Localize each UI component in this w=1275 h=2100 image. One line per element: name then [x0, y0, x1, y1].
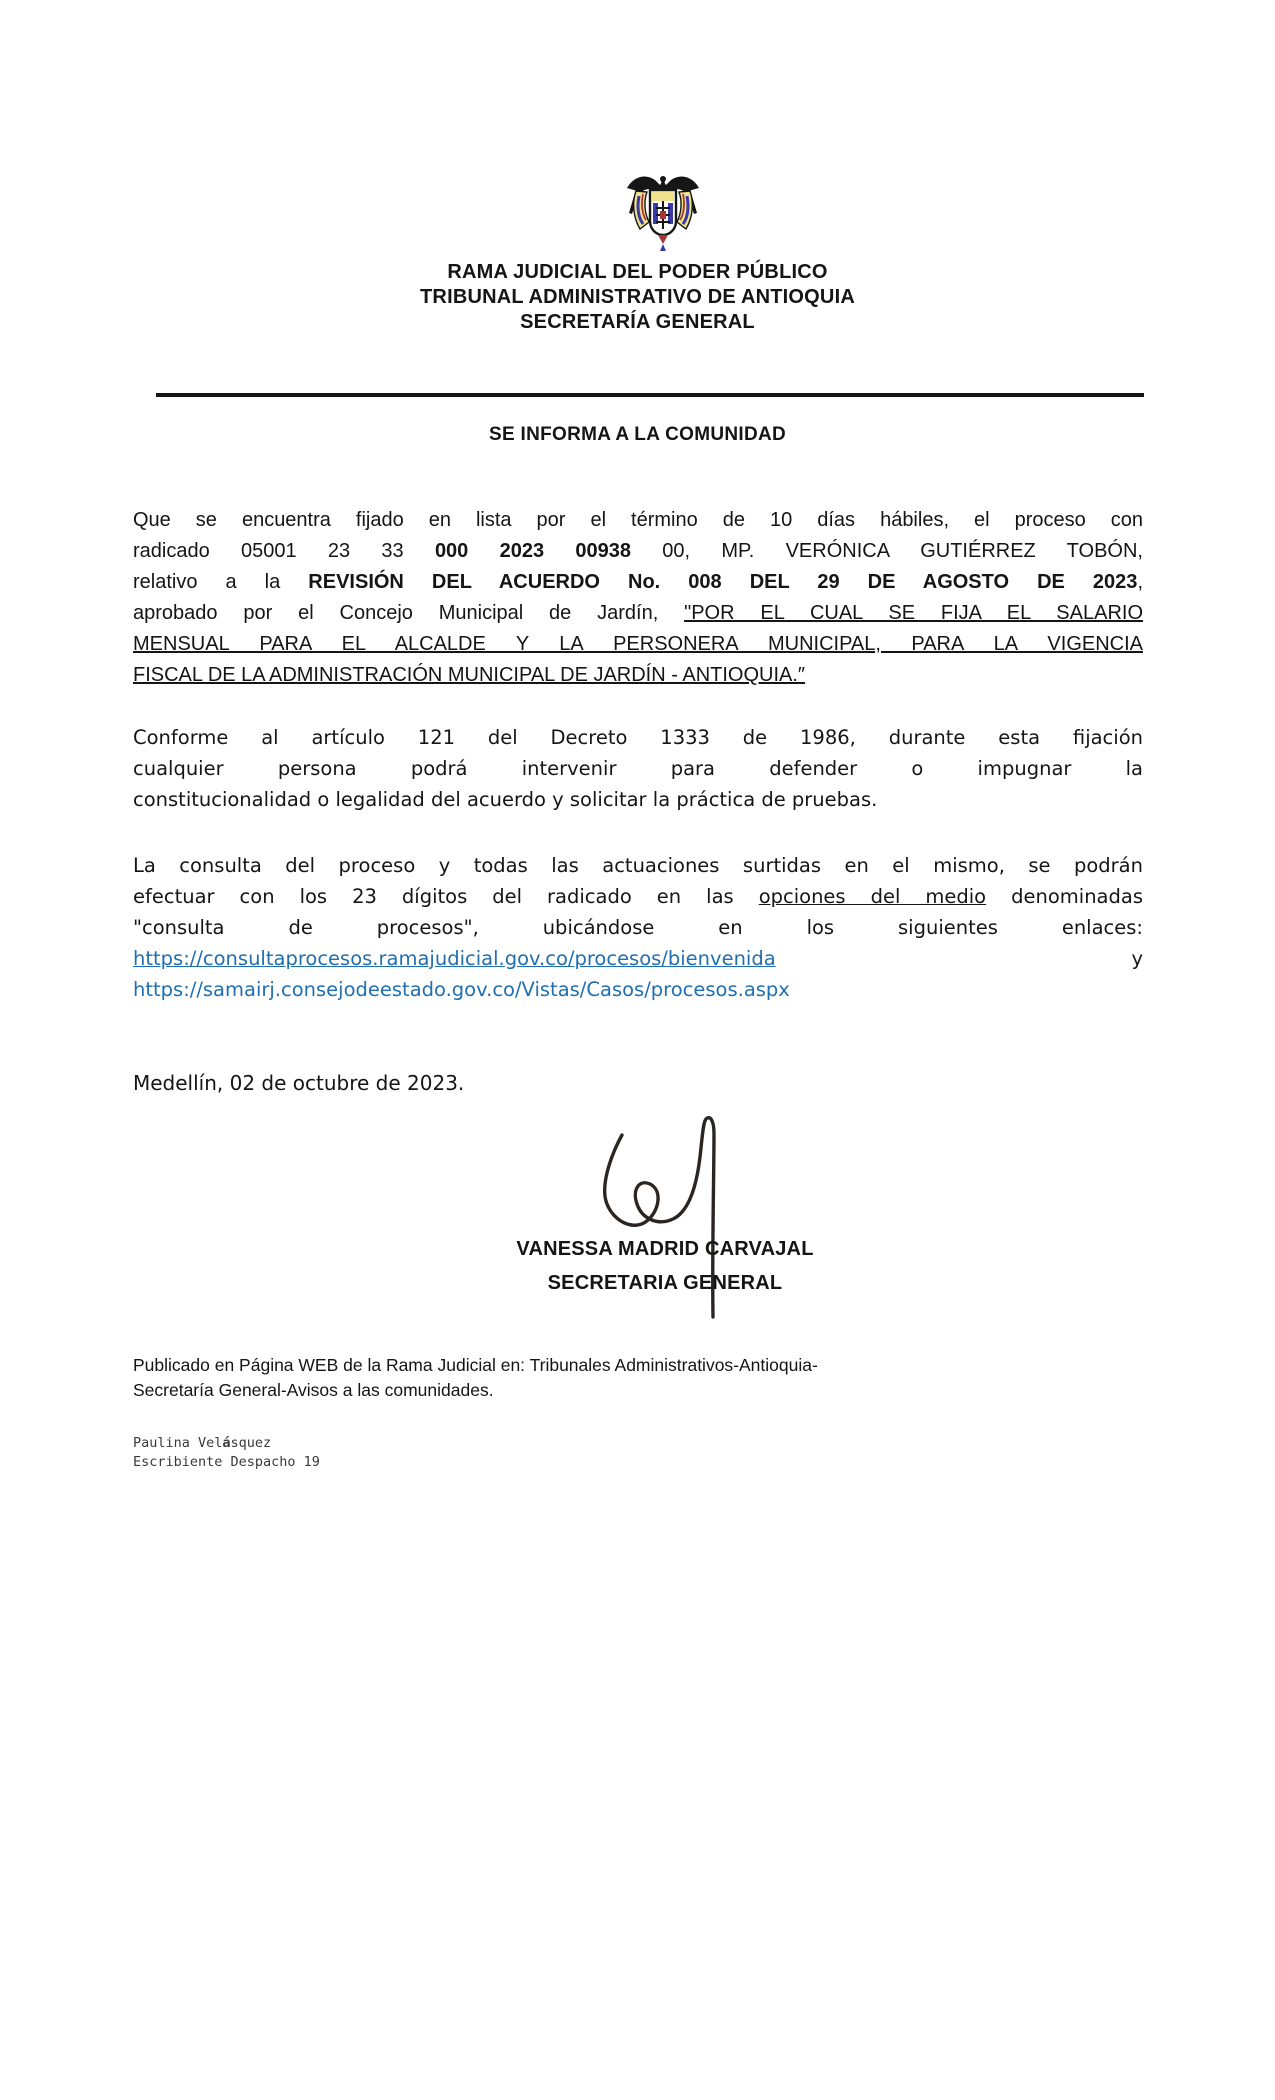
signature-block	[0, 1232, 1275, 1300]
paragraph-line: relativo a la REVISIÓN DEL ACUERDO No. 008 DEL 29 DE AGOSTO DE 2023,	[133, 571, 1143, 593]
paragraph-line: Conforme al artículo 121 del Decreto 1333 de 1986, durante esta fijación	[133, 726, 1143, 749]
paragraph-line: radicado 05001 23 33 000 2023 00938 00, MP. VERÓNICA GUTIÉRREZ TOBÓN,	[133, 540, 1143, 562]
opciones-del-medio: opciones del medio	[758, 885, 987, 908]
samai-link[interactable]: https://samairj.consejodeestado.gov.co/Vistas/Casos/procesos.aspx	[133, 978, 790, 1001]
acuerdo-reference: REVISIÓN DEL ACUERDO No. 008 DEL 29 DE AGOSTO DE 2023	[308, 571, 1138, 593]
paragraph-decreto	[133, 722, 1143, 815]
institution-line-3: SECRETARÍA GENERAL	[520, 311, 755, 333]
paragraph-line: La consulta del proceso y todas las actuaciones surtidas en el mismo, se podrán	[133, 854, 1143, 877]
clerk-name: Paulina Velásquez	[133, 1435, 272, 1451]
clerk-role: Escribiente Despacho 19	[133, 1454, 320, 1470]
paragraph-line: constitucionalidad o legalidad del acuerdo y solicitar la práctica de pruebas.	[133, 788, 878, 811]
acuerdo-quote: "POR EL CUAL SE FIJA EL SALARIO	[684, 602, 1144, 624]
consulta-procesos-link[interactable]: https://consultaprocesos.ramajudicial.gov.co/procesos/bienvenida	[133, 947, 776, 970]
institution-line-2: TRIBUNAL ADMINISTRATIVO DE ANTIOQUIA	[420, 286, 855, 308]
acuerdo-quote: MENSUAL PARA EL ALCALDE Y LA PERSONERA MUNICIPAL, PARA LA VIGENCIA	[133, 633, 1143, 655]
paragraph-line	[133, 629, 1143, 660]
signer-title: SECRETARIA GENERAL	[547, 1272, 783, 1294]
colombia-coat-of-arms-icon	[624, 170, 702, 258]
paragraph-line: "consulta de procesos", ubicándose en los siguientes enlaces:	[133, 916, 1143, 939]
paragraph-line	[133, 974, 1143, 1005]
conjunction: y	[1131, 947, 1143, 970]
signer-name: VANESSA MADRID CARVAJAL	[516, 1238, 814, 1260]
notice-title: SE INFORMA A LA COMUNIDAD	[488, 424, 787, 445]
paragraph-line	[133, 660, 1143, 691]
radicado-number: 000 2023 00938	[434, 540, 631, 562]
publication-line-1: Publicado en Página WEB de la Rama Judicial en: Tribunales Administrativos-Antioquia-	[133, 1355, 818, 1375]
paragraph-consulta	[133, 850, 1143, 1005]
date-line: Medellín, 02 de octubre de 2023.	[133, 1071, 465, 1095]
paragraph-line: Que se encuentra fijado en lista por el término de 10 días hábiles, el proceso con	[133, 509, 1143, 531]
publication-note	[133, 1353, 1143, 1403]
clerk-note	[133, 1434, 320, 1472]
acuerdo-quote: FISCAL DE LA ADMINISTRACIÓN MUNICIPAL DE JARDÍN - ANTIOQUIA.″	[133, 664, 806, 686]
institution-heading	[0, 260, 1275, 335]
paragraph-proceso	[133, 505, 1143, 691]
publication-line-2: Secretaría General-Avisos a las comunidades.	[133, 1380, 494, 1400]
paragraph-line: cualquier persona podrá intervenir para defender o impugnar la	[133, 757, 1143, 780]
header-divider	[156, 393, 1144, 397]
paragraph-line: aprobado por el Concejo Municipal de Jardín, "POR EL CUAL SE FIJA EL SALARIO	[133, 602, 1144, 624]
paragraph-line	[133, 943, 1143, 974]
paragraph-line: efectuar con los 23 dígitos del radicado en las opciones del medio denominadas	[133, 885, 1143, 908]
institution-line-1: RAMA JUDICIAL DEL PODER PÚBLICO	[447, 261, 828, 283]
